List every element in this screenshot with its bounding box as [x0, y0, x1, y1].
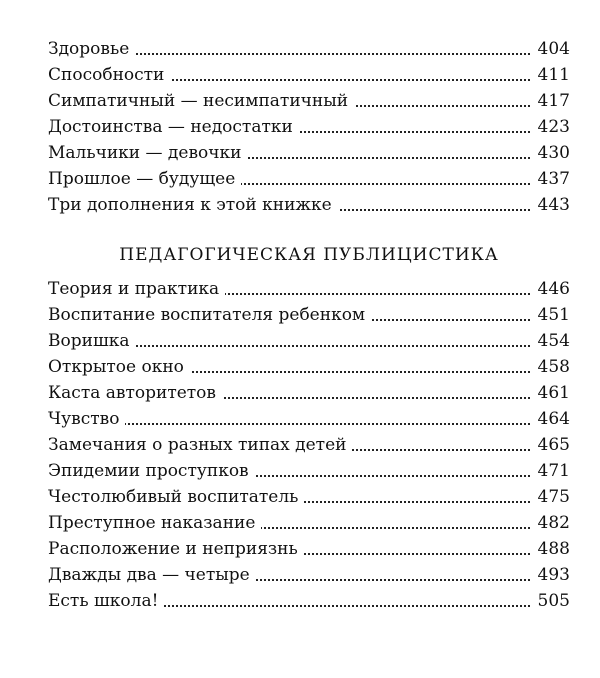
toc-entry-title: Открытое окно [48, 357, 190, 377]
toc-entry-title: Воспитание воспитателя ребенком [48, 305, 371, 325]
toc-list-part2 [48, 276, 570, 614]
toc-entry-page-number: 454 [532, 328, 570, 354]
toc-entry-page-number: 430 [532, 140, 570, 166]
dot-leader [48, 423, 570, 425]
toc-entry-title: Здоровье [48, 39, 135, 59]
toc-entry[interactable] [48, 588, 570, 614]
toc-entry-page-number: 451 [532, 302, 570, 328]
toc-list-part1 [48, 36, 570, 218]
toc-entry-title: Три дополнения к этой книжке [48, 195, 338, 215]
toc-entry-title: Есть школа! [48, 591, 164, 611]
table-of-contents [48, 36, 570, 614]
toc-entry-page-number: 417 [532, 88, 570, 114]
toc-entry-title: Каста авторитетов [48, 383, 222, 403]
toc-entry[interactable] [48, 192, 570, 218]
toc-entry-page-number: 482 [532, 510, 570, 536]
toc-entry-page-number: 471 [532, 458, 570, 484]
toc-entry-page-number: 475 [532, 484, 570, 510]
toc-entry[interactable] [48, 302, 570, 328]
toc-entry[interactable] [48, 276, 570, 302]
toc-entry-page-number: 458 [532, 354, 570, 380]
toc-entry-title: Эпидемии проступков [48, 461, 255, 481]
toc-entry-title: Преступное наказание [48, 513, 261, 533]
toc-entry[interactable] [48, 562, 570, 588]
toc-entry-page-number: 437 [532, 166, 570, 192]
toc-entry-title: Воришка [48, 331, 136, 351]
toc-entry[interactable] [48, 510, 570, 536]
toc-entry[interactable] [48, 406, 570, 432]
toc-entry-title: Способности [48, 65, 170, 85]
toc-entry[interactable] [48, 432, 570, 458]
toc-entry-page-number: 488 [532, 536, 570, 562]
toc-entry[interactable] [48, 458, 570, 484]
toc-entry[interactable] [48, 328, 570, 354]
toc-entry-title: Расположение и неприязнь [48, 539, 304, 559]
toc-entry-title: Теория и практика [48, 279, 225, 299]
toc-entry-title: Чувство [48, 409, 125, 429]
toc-entry[interactable] [48, 140, 570, 166]
toc-entry-page-number: 461 [532, 380, 570, 406]
toc-entry[interactable] [48, 354, 570, 380]
toc-entry[interactable] [48, 114, 570, 140]
toc-entry-title: Мальчики — девочки [48, 143, 247, 163]
toc-entry-title: Симпатичный — несимпатичный [48, 91, 354, 111]
toc-entry-page-number: 505 [532, 588, 570, 614]
toc-entry[interactable] [48, 536, 570, 562]
toc-entry-page-number: 411 [532, 62, 570, 88]
toc-entry-page-number: 465 [532, 432, 570, 458]
toc-entry[interactable] [48, 166, 570, 192]
toc-entry[interactable] [48, 380, 570, 406]
toc-entry-title: Замечания о разных типах детей [48, 435, 352, 455]
toc-entry-page-number: 464 [532, 406, 570, 432]
toc-entry[interactable] [48, 484, 570, 510]
toc-entry-title: Дважды два — четыре [48, 565, 256, 585]
toc-entry[interactable] [48, 88, 570, 114]
toc-entry[interactable] [48, 36, 570, 62]
toc-entry-page-number: 404 [532, 36, 570, 62]
toc-entry-page-number: 443 [532, 192, 570, 218]
toc-entry-title: Честолюбивый воспитатель [48, 487, 304, 507]
section-heading: ПЕДАГОГИЧЕСКАЯ ПУБЛИЦИСТИКА [119, 245, 499, 265]
toc-entry-page-number: 423 [532, 114, 570, 140]
toc-entry-page-number: 446 [532, 276, 570, 302]
toc-entry[interactable] [48, 62, 570, 88]
toc-entry-title: Прошлое — будущее [48, 169, 241, 189]
toc-entry-page-number: 493 [532, 562, 570, 588]
toc-entry-title: Достоинства — недостатки [48, 117, 299, 137]
